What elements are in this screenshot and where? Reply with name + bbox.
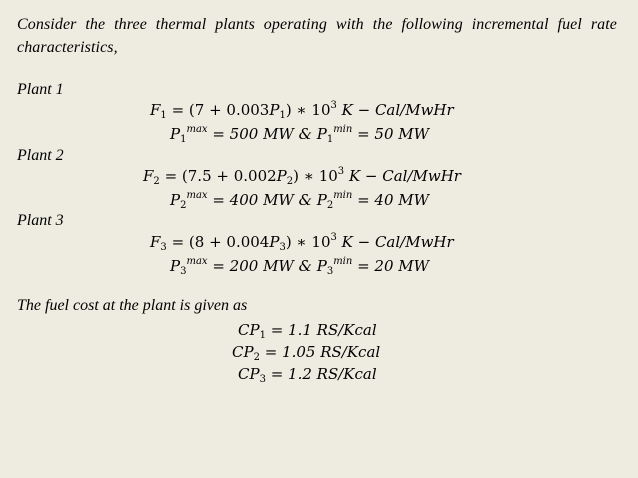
fuel-cost-plant-3: $CP_3 = 1.2$ RS/Kcal <box>238 365 377 385</box>
plant-1-limits-equation: $P_1^{max} = 500$ MW & $P_1^{min} = 50$ MW <box>170 124 430 145</box>
fuel-cost-plant-1: $CP_1 = 1.1$ RS/Kcal <box>238 321 377 341</box>
plant-1-heading: Plant 1 <box>17 81 64 98</box>
plant-3-heading: Plant 3 <box>17 212 64 229</box>
plant-2-heading: Plant 2 <box>17 147 64 164</box>
intro-text: Consider the three thermal plants operating with the following incremental fuel rate characteristics, <box>17 16 617 56</box>
fuel-cost-plant-2: $CP_2 = 1.05$ RS/Kcal <box>232 343 381 363</box>
plant-2-limits-equation: $P_2^{max} = 400$ MW & $P_2^{min} = 40$ MW <box>170 190 430 211</box>
plant-2-fuel-equation: $F_2 = (7.5 + 0.002P_2)$ ∗ $10^3$ K − Cal/MwHr <box>143 166 461 187</box>
plant-1-fuel-equation: $F_1 = (7 + 0.003P_1)$ ∗ $10^3$ K − Cal/MwHr <box>150 100 454 121</box>
plant-3-limits-equation: $P_3^{max} = 200$ MW & $P_3^{min} = 20$ MW <box>170 256 430 277</box>
fuel-cost-heading: The fuel cost at the plant is given as <box>17 297 248 314</box>
plant-3-fuel-equation: $F_3 = (8 + 0.004P_3)$ ∗ $10^3$ K − Cal/MwHr <box>150 232 454 253</box>
